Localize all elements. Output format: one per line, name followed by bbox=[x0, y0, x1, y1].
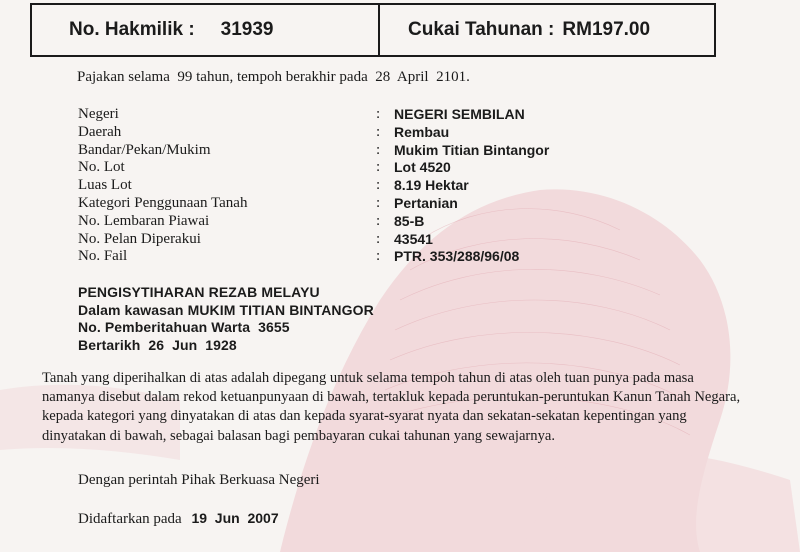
detail-label: No. Fail bbox=[78, 248, 128, 265]
detail-row bbox=[78, 177, 549, 195]
detail-value: NEGERI SEMBILAN bbox=[394, 106, 525, 122]
detail-row bbox=[78, 248, 549, 266]
title-number-value: 31939 bbox=[220, 19, 274, 40]
detail-label: No. Pelan Diperakui bbox=[78, 230, 201, 247]
gazette-notice: No. Pemberitahuan Warta 3655 bbox=[78, 319, 290, 335]
registered-date: 19 Jun 2007 bbox=[191, 510, 279, 526]
detail-row bbox=[78, 159, 549, 177]
detail-label: No. Lembaran Piawai bbox=[78, 212, 210, 229]
registered-label: Didaftarkan pada bbox=[78, 511, 182, 527]
detail-value: Pertanian bbox=[394, 194, 458, 211]
header-box bbox=[30, 3, 716, 57]
detail-label: No. Lot bbox=[78, 159, 125, 176]
detail-separator: : bbox=[376, 230, 381, 247]
reserve-title: PENGISYTIHARAN REZAB MELAYU bbox=[78, 284, 320, 300]
detail-row bbox=[78, 124, 549, 142]
gazette-date: Bertarikh 26 Jun 1928 bbox=[78, 336, 237, 353]
lease-statement: Pajakan selama 99 tahun, tempoh berakhir pada 28 April 2101. bbox=[77, 69, 470, 85]
state-authority-order: Dengan perintah Pihak Berkuasa Negeri bbox=[78, 472, 320, 488]
detail-label: Luas Lot bbox=[78, 177, 132, 194]
land-details-list bbox=[78, 106, 549, 266]
detail-row bbox=[78, 231, 549, 249]
detail-separator: : bbox=[376, 194, 381, 211]
detail-label: Bandar/Pekan/Mukim bbox=[78, 141, 211, 158]
detail-label: Negeri bbox=[78, 106, 119, 122]
registration-line bbox=[78, 510, 279, 528]
detail-value: 43541 bbox=[394, 230, 433, 247]
title-number-label: No. Hakmilik : bbox=[69, 19, 195, 40]
detail-label: Kategori Penggunaan Tanah bbox=[78, 194, 248, 211]
reserve-area: Dalam kawasan MUKIM TITIAN BINTANGOR bbox=[78, 301, 374, 318]
detail-separator: : bbox=[376, 141, 381, 158]
tenure-paragraph: Tanah yang diperihalkan di atas adalah dipegang untuk selama tempoh tahun di atas oleh tuan punya pada masa namanya disebut dalam rekod ketuanpunyaan di bawah, tertakluk kepada peruntukan-peruntukan Kanun Tanah Negara, kepada kategori yang dinyatakan di atas dan kepada syarat-syarat nyata dan sekatan-sekatan kepentingan yang dinyatakan di bawah, sebagai balasan bagi pembayaran cukai tahunan yang sewajarnya. bbox=[42, 370, 741, 444]
title-number-cell bbox=[32, 5, 380, 55]
detail-row bbox=[78, 213, 549, 231]
detail-value: Rembau bbox=[394, 123, 450, 140]
detail-separator: : bbox=[376, 106, 381, 122]
malay-reserve-declaration bbox=[78, 284, 374, 354]
detail-label: Daerah bbox=[78, 123, 122, 140]
detail-value: Lot 4520 bbox=[394, 159, 451, 176]
annual-tax-value: RM197.00 bbox=[562, 19, 651, 40]
annual-tax-cell bbox=[380, 5, 714, 55]
detail-row bbox=[78, 195, 549, 213]
detail-value: Mukim Titian Bintangor bbox=[394, 141, 550, 158]
detail-separator: : bbox=[376, 177, 381, 194]
detail-row bbox=[78, 142, 549, 160]
detail-separator: : bbox=[376, 212, 381, 229]
detail-value: PTR. 353/288/96/08 bbox=[394, 248, 520, 265]
detail-row bbox=[78, 106, 549, 124]
annual-tax-label: Cukai Tahunan : bbox=[408, 19, 555, 40]
detail-separator: : bbox=[376, 123, 381, 140]
detail-separator: : bbox=[376, 248, 381, 265]
detail-value: 85-B bbox=[394, 212, 425, 229]
detail-value: 8.19 Hektar bbox=[394, 177, 469, 194]
detail-separator: : bbox=[376, 159, 381, 176]
